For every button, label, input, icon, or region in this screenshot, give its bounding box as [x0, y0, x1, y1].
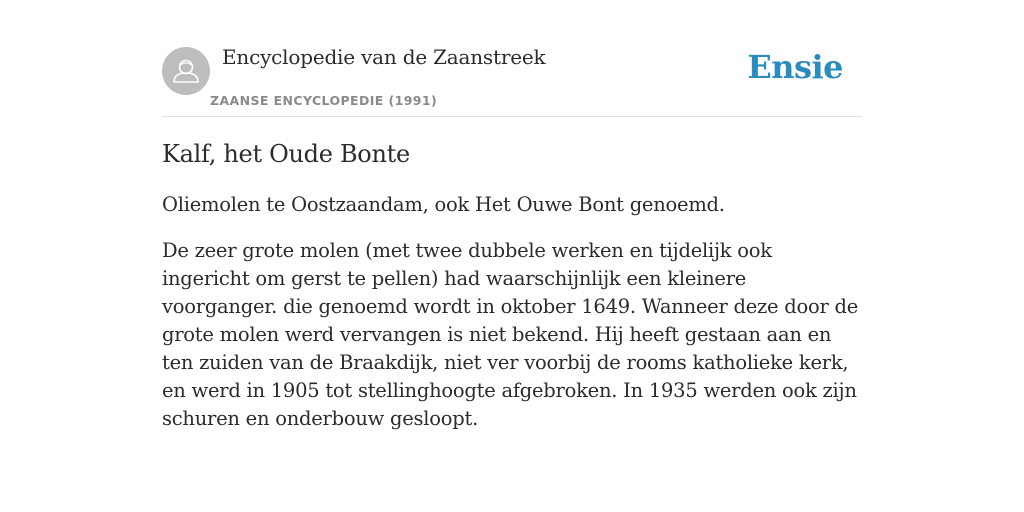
article-title: Kalf, het Oude Bonte [162, 140, 410, 168]
brand-logo[interactable]: Ensie [747, 48, 843, 86]
source-subtitle: ZAANSE ENCYCLOPEDIE (1991) [210, 93, 438, 108]
article [162, 138, 862, 451]
article-paragraph: De zeer grote molen (met twee dubbele werken en tijdelijk ook ingericht om gerst te pellen) had waarschijnlijk een kleinere voorganger. die genoemd wordt in oktober 1649. Wanneer deze door de grote molen werd vervangen is niet bekend. Hij heeft gestaan aan en ten zuiden van de Braakdijk, niet ver voorbij de rooms katholieke kerk, en werd in 1905 tot stellinghoogte afgebroken. In 1935 werden ook zijn schuren en onderbouw gesloopt. [162, 239, 859, 430]
source-avatar[interactable] [162, 47, 210, 95]
source-title[interactable]: Encyclopedie van de Zaanstreek [222, 45, 546, 69]
article-paragraph: Oliemolen te Oostzaandam, ook Het Ouwe Bont genoemd. [162, 193, 725, 216]
source-header [162, 0, 862, 117]
user-icon [162, 47, 210, 95]
